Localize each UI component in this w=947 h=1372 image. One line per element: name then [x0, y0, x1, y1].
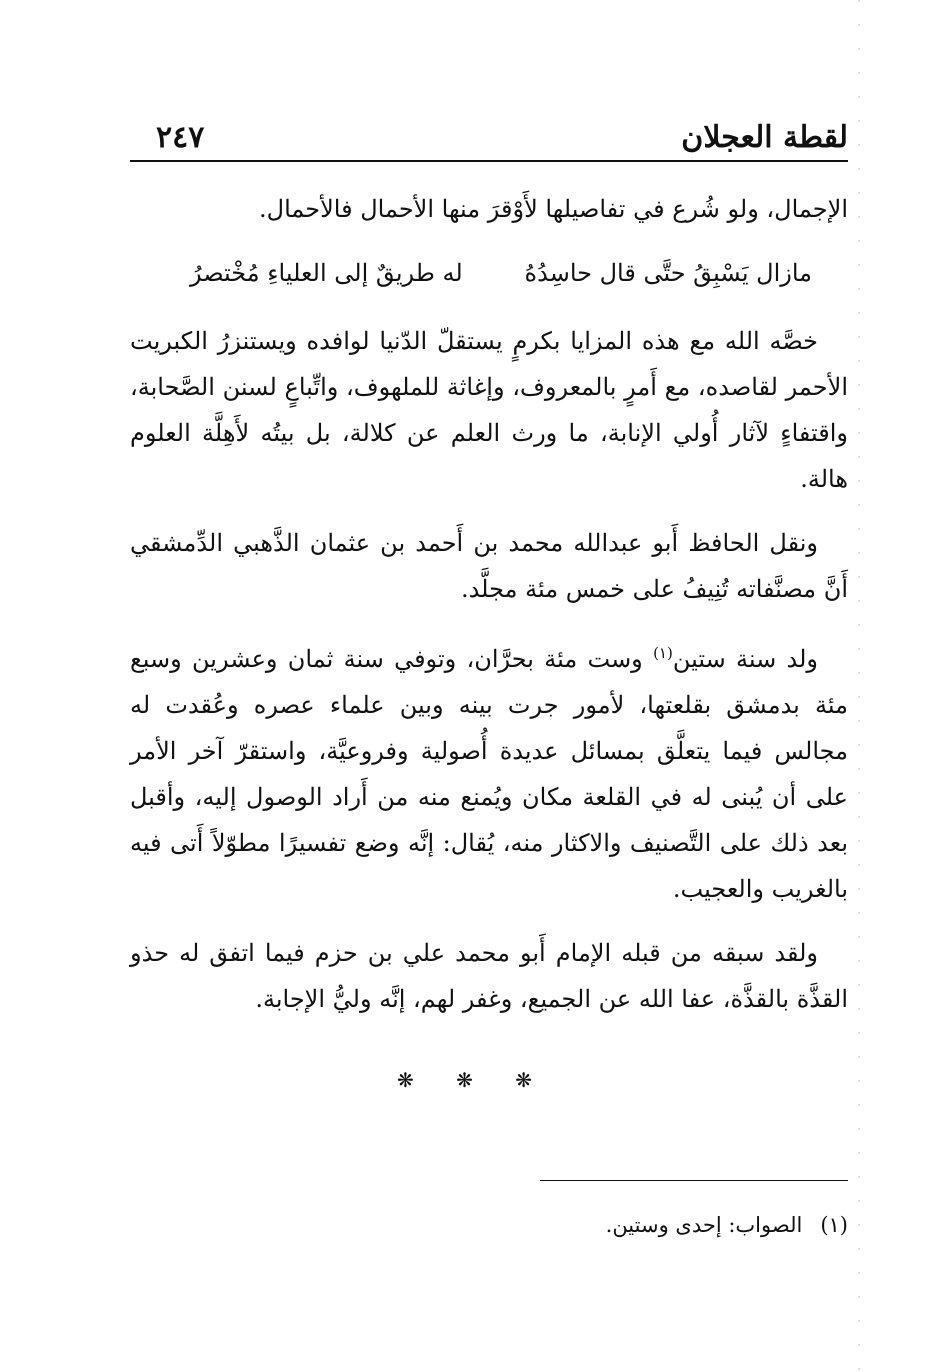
paragraph-1: الإجمال، ولو شُرع في تفاصيلها لأَوْقرَ منها الأحمال فالأحمال. — [259, 195, 848, 223]
footnote-number: (١) — [820, 1213, 848, 1237]
running-title: لقطة العجلان — [681, 120, 848, 155]
paragraph-5: ولقد سبقه من قبله الإمام أَبو محمد علي بن حزم فيما اتفق له حذو القذَّة بالقذَّة، عفا الله عن الجميع، وغفر لهم، إنَّه وليُّ الإجابة. — [130, 939, 848, 1013]
header-rule — [130, 160, 848, 162]
paragraph-4-start: ولد سنة ستين — [672, 645, 818, 673]
page-number: ٢٤٧ — [156, 120, 205, 155]
footnote — [130, 1208, 848, 1242]
scan-edge-dots — [858, 0, 860, 1372]
paragraph-4 — [130, 630, 848, 912]
poetry-verse — [130, 250, 848, 296]
paragraph-2: خصَّه الله مع هذه المزايا بكرمٍ يستقلّ الدّنيا لوافده ويستنزرُ الكبريت الأحمر لقاصده، مع أَمرٍ بالمعروف، وإغاثة للملهوف، واتِّباعٍ لسنن الصَّحابة، واقتفاءٍ لآثار أُولي الإنابة، ما ورث العلم عن كلالة، بل بيتُه لأَهِلَّة العلوم هالة. — [130, 327, 848, 493]
verse-hemistich-first: مازال يَسْبِقُ حتَّى قال حاسِدُهُ — [524, 259, 812, 287]
footnote-text: الصواب: إحدى وستين. — [605, 1213, 803, 1237]
paragraph-4-rest: وست مئة بحرَّان، وتوفي سنة ثمان وعشرين وسبع مئة بدمشق بقلعتها، لأمور جرت بينه وبين علماء عصره وعُقدت له مجالس فيما يتعلَّق بمسائل عديدة أُصولية وفروعيَّة، واستقرّ آخر الأمر على أن يُبنى له في القلعة مكان ويُمنع منه من أَراد الوصول إليه، وأقبل بعد ذلك على التَّصنيف والاكثار منه، يُقال: إنَّه وضع تفسيرًا مطوّلاً أَتى فيه بالغريب والعجيب. — [130, 645, 849, 903]
running-header — [130, 118, 848, 158]
main-text — [130, 186, 848, 1040]
footnote-rule — [540, 1180, 848, 1181]
section-separator: ❋ ❋ ❋ — [397, 1068, 550, 1092]
verse-hemistich-second: له طريقٌ إلى العلياءِ مُخْتصرُ — [190, 259, 463, 287]
paragraph-3: ونقل الحافظ أَبو عبدالله محمد بن أَحمد بن عثمان الذَّهبي الدِّمشقي أَنَّ مصنَّفاته تُنِيفُ على خمس مئة مجلَّد. — [130, 529, 848, 603]
footnote-reference: (١) — [653, 644, 673, 662]
